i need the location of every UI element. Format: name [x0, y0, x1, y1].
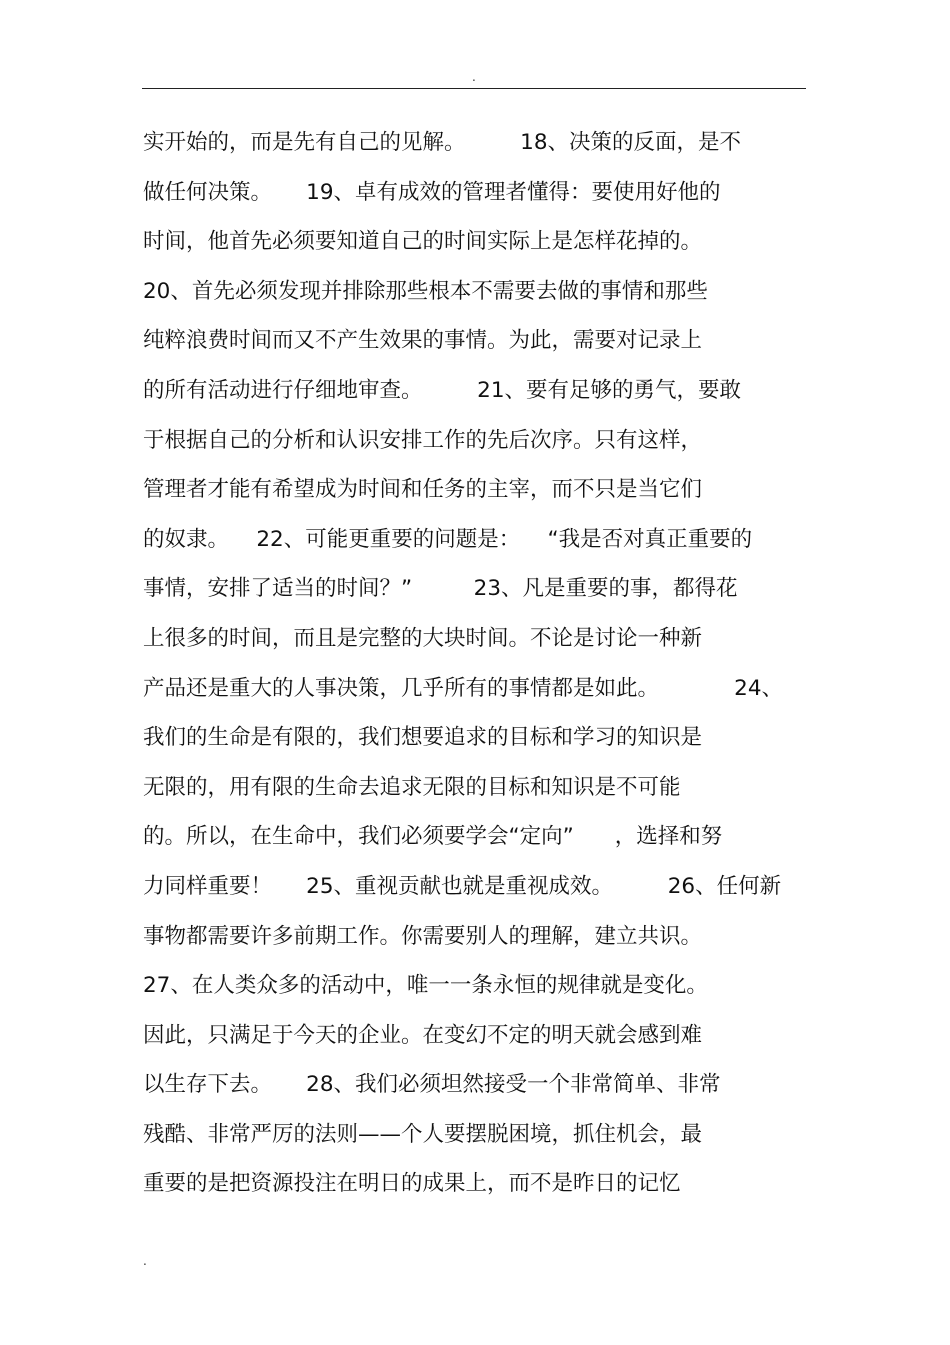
- text-line: 因此，只满足于今天的企业。在变幻不定的明天就会感到难: [143, 1022, 703, 1048]
- header-rule: [142, 88, 806, 89]
- text-line: 纯粹浪费时间而又不产生效果的事情。为此，需要对记录上: [143, 328, 703, 354]
- text-line: 的。所以，在生命中，我们必须要学会“定向” ，选择和努: [143, 824, 723, 850]
- text-line: 残酷、非常严厉的法则——个人要摆脱困境，抓住机会，最: [143, 1121, 703, 1147]
- text-line: 时间，他首先必须要知道自己的时间实际上是怎样花掉的。: [143, 229, 703, 255]
- text-line: 事物都需要许多前期工作。你需要别人的理解，建立共识。: [143, 923, 703, 949]
- text-line: 力同样重要！ 25、重视贡献也就是重视成效。 26、任何新: [143, 873, 782, 899]
- text-line: 27、在人类众多的活动中，唯一一条永恒的规律就是变化。: [143, 973, 708, 999]
- header-dot: .: [472, 70, 476, 84]
- text-line: 实开始的，而是先有自己的见解。 18、决策的反面，是不: [143, 130, 742, 155]
- text-line: 的所有活动进行仔细地审查。 21、要有足够的勇气，要敢: [143, 377, 742, 403]
- body-text: [143, 118, 813, 1209]
- text-line: 我们的生命是有限的，我们想要追求的目标和学习的知识是: [143, 725, 703, 751]
- text-line: 无限的，用有限的生命去追求无限的目标和知识是不可能: [143, 774, 681, 800]
- text-line: 的奴隶。 22、可能更重要的问题是： “我是否对真正重要的: [143, 526, 753, 552]
- text-line: 20、首先必须发现并排除那些根本不需要去做的事情和那些: [143, 278, 708, 304]
- text-line: 做任何决策。 19、卓有成效的管理者懂得：要使用好他的: [143, 179, 721, 205]
- text-line: 上很多的时间，而且是完整的大块时间。不论是讨论一种新: [143, 625, 703, 651]
- footer-dot: .: [143, 1254, 147, 1268]
- text-line: 事情，安排了适当的时间？” 23、凡是重要的事，都得花: [143, 576, 738, 602]
- text-line: 产品还是重大的人事决策，几乎所有的事情都是如此。 24、: [143, 675, 784, 701]
- text-line: 重要的是把资源投注在明日的成果上，而不是昨日的记忆: [143, 1171, 681, 1197]
- text-line: 于根据自己的分析和认识安排工作的先后次序。只有这样，: [143, 427, 703, 453]
- text-line: 以生存下去。 28、我们必须坦然接受一个非常简单、非常: [143, 1072, 721, 1098]
- text-line: 管理者才能有希望成为时间和任务的主宰，而不只是当它们: [143, 477, 703, 503]
